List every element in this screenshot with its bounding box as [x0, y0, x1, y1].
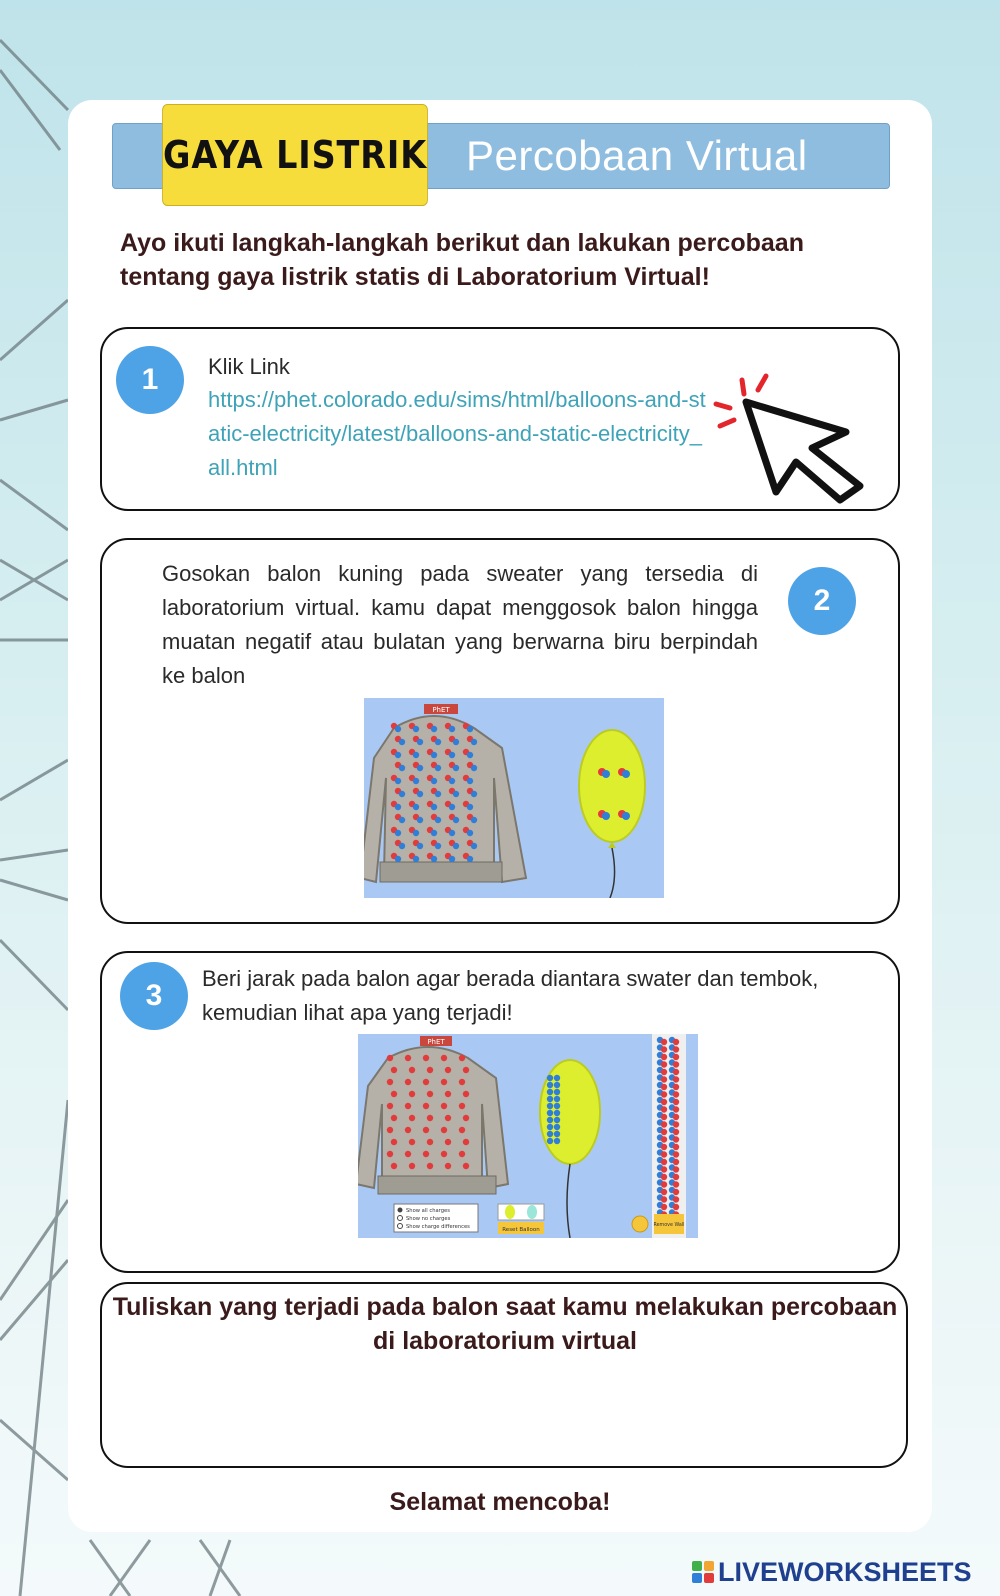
charge-dot: [554, 1082, 560, 1088]
charge-dot: [399, 791, 405, 797]
charge-dot: [673, 1174, 679, 1180]
charge-dot: [673, 1076, 679, 1082]
charge-dot: [391, 1139, 397, 1145]
charge-dot: [449, 856, 455, 862]
charge-dot: [661, 1159, 667, 1165]
charge-dot: [405, 1079, 411, 1085]
charge-dot: [673, 1114, 679, 1120]
charge-dot: [673, 1084, 679, 1090]
charge-dot: [673, 1144, 679, 1150]
charge-dot: [661, 1144, 667, 1150]
sim-illustration-2: [358, 1034, 698, 1238]
step-3-text: Beri jarak pada balon agar berada diantara swater dan tembok, kemudian lihat apa yang terjadi!: [202, 966, 819, 1025]
charge-dot: [547, 1089, 553, 1095]
charge-dot: [661, 1091, 667, 1097]
charge-dot: [431, 804, 437, 810]
step-2-text: Gosokan balon kuning pada sweater yang tersedia di laboratorium virtual. kamu dapat menggosok balon hingga muatan negatif atau bulatan yang berwarna biru berpindah ke balon: [162, 561, 758, 688]
option-show-all: Show all charges: [406, 1208, 450, 1214]
charge-dot: [449, 752, 455, 758]
charge-dot: [554, 1096, 560, 1102]
charge-dot: [661, 1099, 667, 1105]
charge-dot: [413, 726, 419, 732]
charge-dot: [413, 778, 419, 784]
charge-dot: [554, 1110, 560, 1116]
sim-illustration-1: [364, 698, 664, 898]
radio-show-all[interactable]: [398, 1208, 403, 1213]
charge-dot: [661, 1196, 667, 1202]
charge-dot: [445, 1067, 451, 1073]
charge-dot: [431, 726, 437, 732]
charge-dot: [673, 1166, 679, 1172]
charge-dot: [467, 778, 473, 784]
charge-dot: [441, 1103, 447, 1109]
charge-dot: [467, 752, 473, 758]
charge-dot: [453, 765, 459, 771]
sweater-tag-label: PhET: [432, 706, 450, 714]
closing-text: Selamat mencoba!: [389, 1488, 611, 1516]
charge-dot: [661, 1121, 667, 1127]
charge-dot: [387, 1055, 393, 1061]
charge-dot: [661, 1076, 667, 1082]
charge-dot: [409, 1067, 415, 1073]
charge-dot: [391, 1115, 397, 1121]
charge-dot: [661, 1166, 667, 1172]
charge-dot: [554, 1075, 560, 1081]
step-1-label: Klik Link: [208, 354, 290, 379]
charge-dot: [449, 778, 455, 784]
wall: [652, 1034, 686, 1238]
charge-dot: [435, 843, 441, 849]
charge-dot: [547, 1138, 553, 1144]
charge-dot: [441, 1055, 447, 1061]
charge-dot: [467, 856, 473, 862]
charge-dot: [449, 804, 455, 810]
charge-dot: [387, 1127, 393, 1133]
charge-dot: [417, 817, 423, 823]
liveworksheets-brand[interactable]: [692, 1556, 972, 1588]
reset-balloon-label: Reset Balloon: [502, 1227, 540, 1233]
charge-dot: [391, 1091, 397, 1097]
charge-dot: [673, 1061, 679, 1067]
charge-dot: [673, 1159, 679, 1165]
charge-dot: [423, 1151, 429, 1157]
charge-dot: [471, 791, 477, 797]
charge-dot: [441, 1151, 447, 1157]
charge-dot: [554, 1131, 560, 1137]
charge-dot: [554, 1124, 560, 1130]
cursor-click-icon: [712, 368, 872, 504]
charge-dot: [405, 1103, 411, 1109]
charge-dot: [673, 1046, 679, 1052]
charge-dot: [661, 1039, 667, 1045]
charge-dot: [673, 1196, 679, 1202]
charge-dot: [409, 1115, 415, 1121]
charge-dot: [417, 791, 423, 797]
charge-dot: [661, 1046, 667, 1052]
step-3-number: 3: [120, 962, 188, 1030]
charge-dot: [423, 1079, 429, 1085]
radio-show-diff[interactable]: [398, 1224, 403, 1229]
charge-dot: [661, 1061, 667, 1067]
charge-dot: [431, 778, 437, 784]
step-2-number: 2: [788, 567, 856, 635]
charge-dot: [391, 1163, 397, 1169]
charge-dot: [463, 1139, 469, 1145]
charge-dot: [453, 817, 459, 823]
charge-dot: [463, 1115, 469, 1121]
charge-dot: [453, 791, 459, 797]
charge-dot: [399, 765, 405, 771]
charge-dot: [547, 1110, 553, 1116]
charge-dot: [554, 1103, 560, 1109]
charge-dot: [445, 1115, 451, 1121]
charge-dot: [449, 726, 455, 732]
charge-dot: [405, 1055, 411, 1061]
charge-dot: [423, 1055, 429, 1061]
charge-dot: [445, 1139, 451, 1145]
charge-dot: [547, 1103, 553, 1109]
charge-dot: [441, 1127, 447, 1133]
charge-dot: [413, 856, 419, 862]
charge-dot: [661, 1129, 667, 1135]
step-1-number: 1: [116, 346, 184, 414]
title-main: GAYA LISTRIK: [162, 104, 428, 206]
step-1-link[interactable]: https://phet.colorado.edu/sims/html/balloons-and-static-electricity/latest/balloons-and-static-electricity_all.html: [208, 387, 706, 480]
intro-text: Ayo ikuti langkah-langkah berikut dan lakukan percobaan tentang gaya listrik statis di Laboratorium Virtual!: [120, 229, 804, 291]
charge-dot: [661, 1084, 667, 1090]
charge-dot: [409, 1139, 415, 1145]
charge-dot: [427, 1091, 433, 1097]
charge-dot: [673, 1099, 679, 1105]
charge-dot: [399, 843, 405, 849]
charge-dot: [453, 739, 459, 745]
charge-dot: [395, 726, 401, 732]
charge-dot: [387, 1151, 393, 1157]
charge-dot: [459, 1151, 465, 1157]
charge-dot: [417, 843, 423, 849]
charge-dot: [547, 1075, 553, 1081]
balloon-sim-image-1: [364, 698, 664, 898]
charge-dot: [391, 1067, 397, 1073]
charge-dot: [661, 1204, 667, 1210]
charge-dot: [673, 1039, 679, 1045]
charge-dot: [409, 1163, 415, 1169]
remove-wall-label: Remove Wall: [653, 1223, 685, 1228]
charge-dot: [427, 1067, 433, 1073]
balloon-sim-image-2: [358, 1034, 698, 1238]
balloon-selector[interactable]: [498, 1204, 544, 1220]
charge-dot: [427, 1139, 433, 1145]
radio-show-none[interactable]: [398, 1216, 403, 1221]
charge-dot: [661, 1114, 667, 1120]
charge-dot: [463, 1067, 469, 1073]
charge-dot: [471, 739, 477, 745]
charge-dot: [431, 856, 437, 862]
charge-dot: [673, 1204, 679, 1210]
charge-dot: [413, 830, 419, 836]
charge-dot: [547, 1131, 553, 1137]
charge-dot: [673, 1069, 679, 1075]
charge-dot: [427, 1163, 433, 1169]
charge-dot: [661, 1189, 667, 1195]
charge-dot: [661, 1151, 667, 1157]
charge-dot: [673, 1054, 679, 1060]
charge-dot: [405, 1151, 411, 1157]
charge-dot: [467, 726, 473, 732]
charge-dot: [673, 1091, 679, 1097]
charge-dot: [431, 830, 437, 836]
charge-dot: [435, 817, 441, 823]
charge-dot: [413, 804, 419, 810]
charge-dot: [554, 1117, 560, 1123]
charge-dot: [554, 1089, 560, 1095]
charge-dot: [661, 1174, 667, 1180]
charge-dot: [435, 739, 441, 745]
charge-dot: [409, 1091, 415, 1097]
liveworksheets-logo-icon: [692, 1561, 714, 1583]
charge-dot: [459, 1055, 465, 1061]
charge-dot: [405, 1127, 411, 1133]
charge-dot: [673, 1151, 679, 1157]
charge-dot: [413, 752, 419, 758]
charge-dot: [435, 765, 441, 771]
option-show-none: Show no charges: [406, 1216, 451, 1222]
charge-dot: [459, 1127, 465, 1133]
answer-prompt: Tuliskan yang terjadi pada balon saat kamu melakukan percobaan di laboratorium virtual: [112, 1293, 898, 1355]
charge-dot: [427, 1115, 433, 1121]
charge-dot: [387, 1079, 393, 1085]
charge-dot: [395, 856, 401, 862]
charge-dot: [471, 843, 477, 849]
option-show-diff: Show charge differences: [406, 1224, 470, 1230]
charge-dot: [459, 1103, 465, 1109]
charge-dot: [661, 1136, 667, 1142]
brand-label: LIVEWORKSHEETS: [718, 1556, 972, 1587]
charge-dot: [435, 791, 441, 797]
charge-dot: [471, 817, 477, 823]
charge-dot: [661, 1069, 667, 1075]
reset-all-icon[interactable]: [632, 1216, 648, 1232]
charge-dot: [399, 739, 405, 745]
charge-dot: [387, 1103, 393, 1109]
charge-dot: [547, 1117, 553, 1123]
charge-dot: [673, 1189, 679, 1195]
charge-dot: [431, 752, 437, 758]
charge-dot: [673, 1106, 679, 1112]
charge-dot: [661, 1181, 667, 1187]
charge-dot: [661, 1106, 667, 1112]
charge-dot: [423, 1103, 429, 1109]
charge-dot: [395, 804, 401, 810]
charge-dot: [417, 739, 423, 745]
title-subtitle: Percobaan Virtual: [466, 132, 808, 179]
charge-dot: [673, 1136, 679, 1142]
charge-dot: [467, 830, 473, 836]
charge-dot: [547, 1082, 553, 1088]
charge-dot: [467, 804, 473, 810]
charge-dot: [463, 1091, 469, 1097]
charge-dot: [547, 1096, 553, 1102]
charge-dot: [399, 817, 405, 823]
charge-dot: [395, 830, 401, 836]
charge-dot: [673, 1121, 679, 1127]
charge-dot: [673, 1181, 679, 1187]
charge-dot: [673, 1129, 679, 1135]
charge-dot: [445, 1091, 451, 1097]
charge-dot: [417, 765, 423, 771]
charge-dot: [423, 1127, 429, 1133]
charge-dot: [459, 1079, 465, 1085]
charge-dot: [449, 830, 455, 836]
sweater-tag-label: PhET: [427, 1038, 445, 1046]
charge-dot: [471, 765, 477, 771]
charge-dot: [661, 1054, 667, 1060]
charge-dot: [453, 843, 459, 849]
charge-dot: [463, 1163, 469, 1169]
charge-dot: [445, 1163, 451, 1169]
charge-dot: [554, 1138, 560, 1144]
charge-dot: [395, 778, 401, 784]
charge-dot: [395, 752, 401, 758]
charge-dot: [547, 1124, 553, 1130]
charge-dot: [441, 1079, 447, 1085]
